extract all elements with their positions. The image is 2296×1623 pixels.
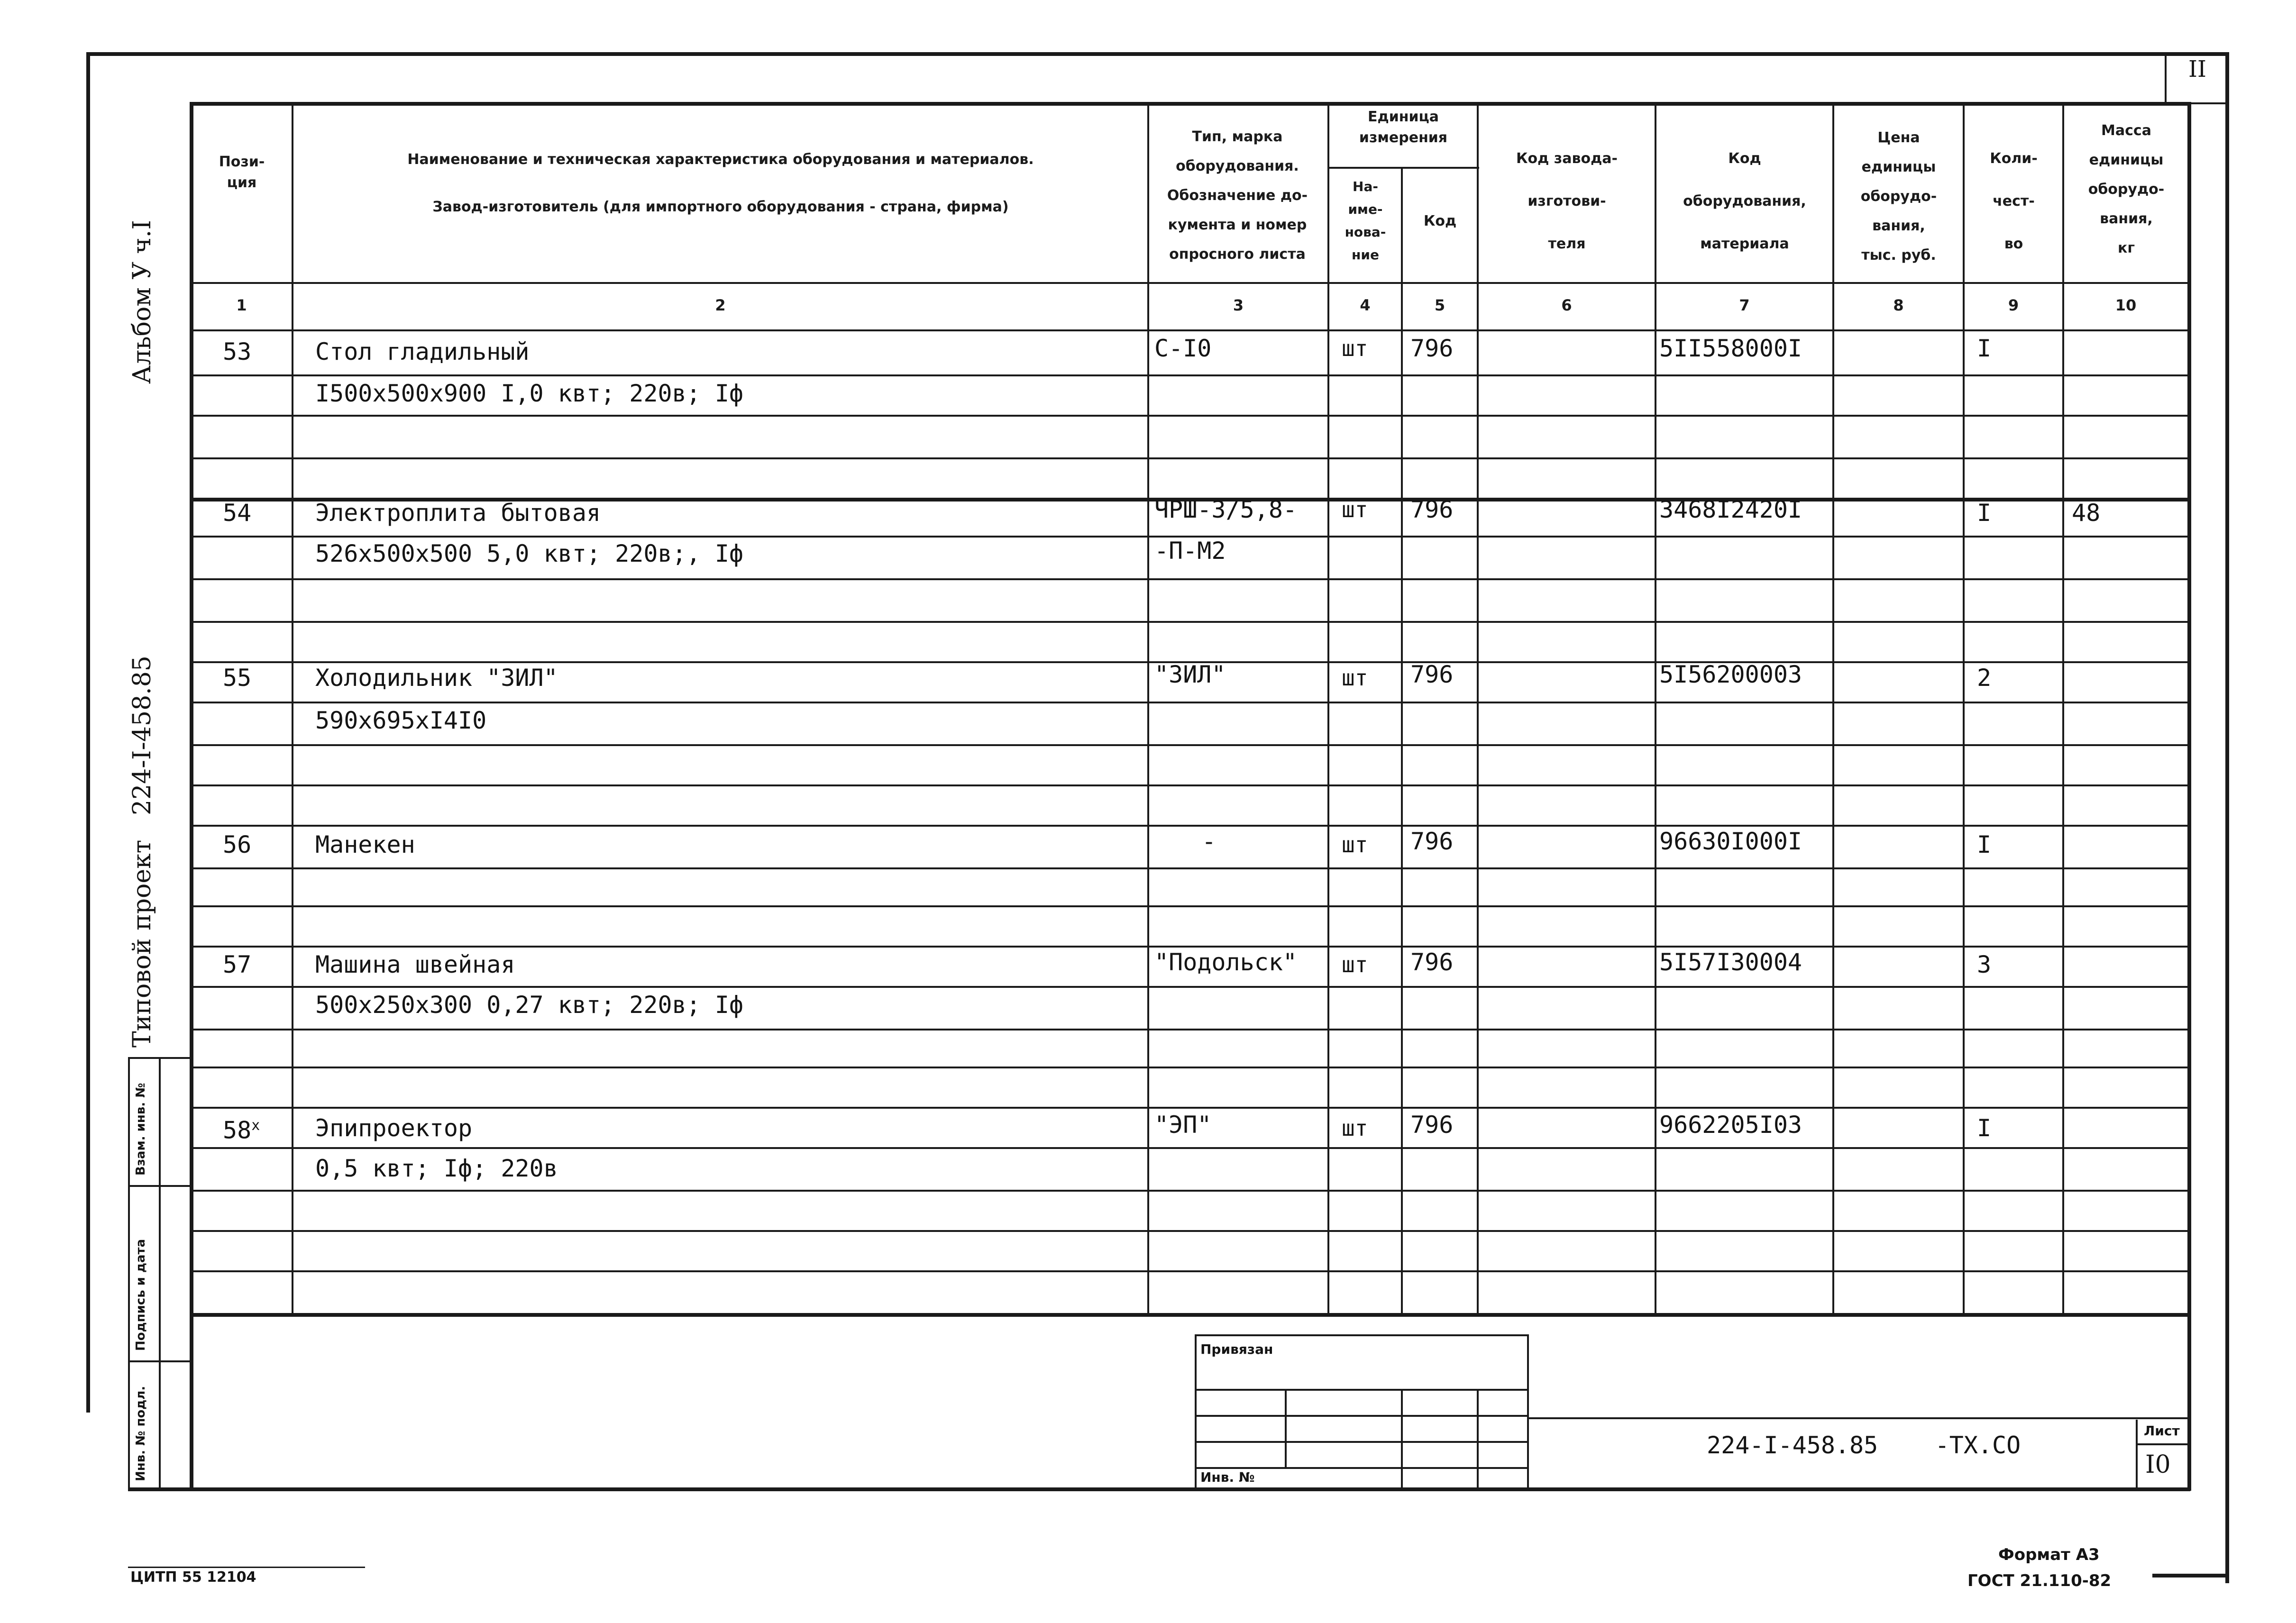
col-line-9 [2062,102,2064,1314]
item-position: 56 [223,831,252,858]
table-bottom-line [128,1487,2190,1491]
col-line-7 [1832,102,1834,1314]
sheet-label: Лист [2144,1423,2180,1439]
col-line-8 [1963,102,1965,1314]
col-number: 9 [2008,296,2019,314]
title-block-col [1477,1389,1479,1488]
title-block-col [1401,1389,1403,1488]
item-type-cont: -П-М2 [1154,537,1226,565]
col-line-5 [1477,102,1479,1314]
item-type: ЧРШ-3/5,8- [1154,496,1298,523]
row-line [190,1029,2190,1030]
row-line [190,578,2190,580]
item-quantity: I [1977,1114,1992,1142]
header-unit-name: На- име- нова- ние [1345,179,1386,263]
row-line [190,374,2190,376]
footer-registration: ЦИТП 55 12104 [130,1569,256,1586]
item-unit: шт [1342,1115,1368,1141]
item-name: Машина швейная [315,951,515,978]
corner-sheet-marker: II [2188,56,2206,82]
table-body-bottom-line [190,1313,2190,1317]
col-line-2 [1147,102,1149,1314]
item-quantity: I [1977,499,1992,527]
title-block-line [1195,1415,1529,1417]
stamp-signature-date: Подпись и дата [134,1239,148,1351]
item-position [223,1112,260,1145]
item-name: Холодильник "ЗИЛ" [315,664,558,692]
stamp-inv-original: Инв. № подл. [134,1386,148,1481]
item-unit-code: 796 [1410,661,1454,688]
item-spec: 590x695xI4I0 [315,707,487,734]
col-number: 4 [1360,296,1371,314]
item-position-mark: x [251,1117,260,1134]
item-quantity: 3 [1977,951,1992,978]
item-type: "ЗИЛ" [1154,661,1226,688]
item-unit-code: 796 [1410,496,1454,523]
item-code: 5I56200003 [1659,661,1802,688]
title-block-top [1195,1334,1529,1336]
item-position: 55 [223,664,252,692]
title-block-line [1195,1389,1529,1391]
item-mass: 48 [2072,499,2101,527]
item-name: Эпипроектор [315,1114,473,1142]
header-type-mark: Тип, марка оборудования. Обозначение до- кумента и номер опросного листа [1167,128,1308,263]
item-spec: I500x500x900 I,0 квт; 220в; Iф [315,380,744,407]
item-code: 5II558000I [1659,335,1802,362]
row-line [190,784,2190,786]
item-name: Электроплита бытовая [315,499,601,527]
title-block-right [1527,1334,1529,1488]
col-line-1 [292,102,293,1314]
col-number: 10 [2115,296,2137,314]
unit-subheader-line [1327,167,1479,169]
item-position-number: 58 [223,1116,252,1144]
title-block-inv: Инв. № [1200,1469,1255,1485]
frame-left-line [86,52,90,1413]
sheet-box-line [2136,1443,2190,1445]
header-factory-code: Код завода- изготови- теля [1516,150,1618,252]
header-name-line1: Наименование и техническая характеристика оборудования и материалов. [407,151,1034,168]
header-position: Пози- ция [219,154,265,191]
item-code: 3468I2420I [1659,496,1802,523]
item-type: С-I0 [1154,335,1212,362]
item-code: 96630I000I [1659,828,1802,855]
col-line-6 [1655,102,1656,1314]
item-name: Стол гладильный [315,338,530,365]
sheet-number: I0 [2145,1450,2171,1479]
header-quantity: Коли- чест- во [1990,150,2038,252]
row-line [190,1230,2190,1232]
item-quantity: I [1977,831,1992,858]
item-spec: 0,5 квт; Iф; 220в [315,1155,558,1182]
row-line [190,1107,2190,1109]
header-unit-mass: Масса единицы оборудо- вания, кг [2088,122,2165,256]
header-bottom-line [190,282,2190,284]
item-code: 9662205I03 [1659,1111,1802,1139]
document-code: 224-I-458.85 -ТХ.СО [1707,1432,2021,1459]
row-line [190,1067,2190,1068]
item-type: "ЭП" [1154,1111,1212,1139]
item-unit: шт [1342,832,1368,857]
header-unit-code: Код [1423,213,1457,229]
row-line [190,702,2190,703]
sheet-box-left [2136,1420,2138,1488]
doc-code-line [1529,1417,2190,1419]
footer-gost: ГОСТ 21.110-82 [1967,1571,2112,1590]
row-line [190,946,2190,948]
row-line [190,1147,2190,1149]
corner-box-left [2165,52,2167,104]
col-number: 6 [1561,296,1572,314]
row-line [190,986,2190,988]
item-position: 57 [223,951,252,978]
col-number: 1 [236,296,247,314]
title-block-line [1195,1441,1529,1443]
side-album: Альбом У ч.I [128,220,156,384]
item-code: 5I57I30004 [1659,948,1802,976]
col-number: 5 [1434,296,1445,314]
stamp-mid-line [159,1057,161,1489]
col-number: 7 [1739,296,1750,314]
header-name-line2: Завод-изготовитель (для импортного оборудования - страна, фирма) [432,199,1009,215]
footer-format: Формат А3 [1998,1545,2100,1564]
header-equipment-code: Код оборудования, материала [1683,150,1806,252]
row-line [190,905,2190,907]
row-line [190,621,2190,623]
row-line [190,867,2190,869]
item-quantity: I [1977,335,1992,362]
row-line [190,1270,2190,1272]
col-number: 3 [1233,296,1244,314]
title-block-col [1285,1389,1287,1467]
item-spec: 526x500x500 5,0 квт; 220в;, Iф [315,540,744,567]
item-unit-code: 796 [1410,335,1454,362]
row-line [190,415,2190,417]
title-block-line [1195,1467,1529,1469]
header-unit-price: Цена единицы оборудо- вания, тыс. руб. [1860,129,1937,264]
frame-bottom-right [2152,1574,2228,1577]
col-line-3 [1327,102,1329,1314]
table-top-line [190,102,2190,106]
row-line [190,457,2190,459]
item-unit-code: 796 [1410,948,1454,976]
item-unit: шт [1342,952,1368,977]
item-type: "Подольск" [1154,948,1298,976]
col-number: 2 [715,296,726,314]
item-unit-code: 796 [1410,828,1454,855]
colnum-bottom-line [190,329,2190,331]
item-unit: шт [1342,336,1368,361]
item-unit: шт [1342,497,1368,522]
item-unit: шт [1342,665,1368,691]
item-name: Манекен [315,831,415,858]
title-block-attached: Привязан [1200,1341,1273,1357]
row-line [190,825,2190,827]
item-type: - [1202,828,1217,855]
col-line-4 [1401,167,1403,1314]
title-block-left [1195,1334,1197,1488]
item-position: 53 [223,338,252,365]
header-unit: Единица измерения [1359,109,1448,146]
col-number: 8 [1893,296,1904,314]
stamp-line [128,1185,192,1187]
item-spec: 500x250x300 0,27 квт; 220в; Iф [315,991,744,1019]
frame-right-line [2225,52,2229,1583]
side-project-type: Типовой проект [128,839,156,1048]
footer-left-line [128,1567,365,1568]
item-quantity: 2 [1977,664,1992,692]
stamp-top-line [128,1057,192,1059]
item-position: 54 [223,499,252,527]
side-project-number: 224-I-458.85 [128,656,156,815]
table-right-line [2187,102,2191,1491]
item-unit-code: 796 [1410,1111,1454,1139]
row-line [190,1190,2190,1192]
stamp-line [128,1360,192,1362]
frame-top-line [86,52,2229,56]
stamp-replacement-inv: Взам. инв. № [134,1083,148,1176]
row-line [190,744,2190,746]
stamp-left-line [128,1057,130,1489]
